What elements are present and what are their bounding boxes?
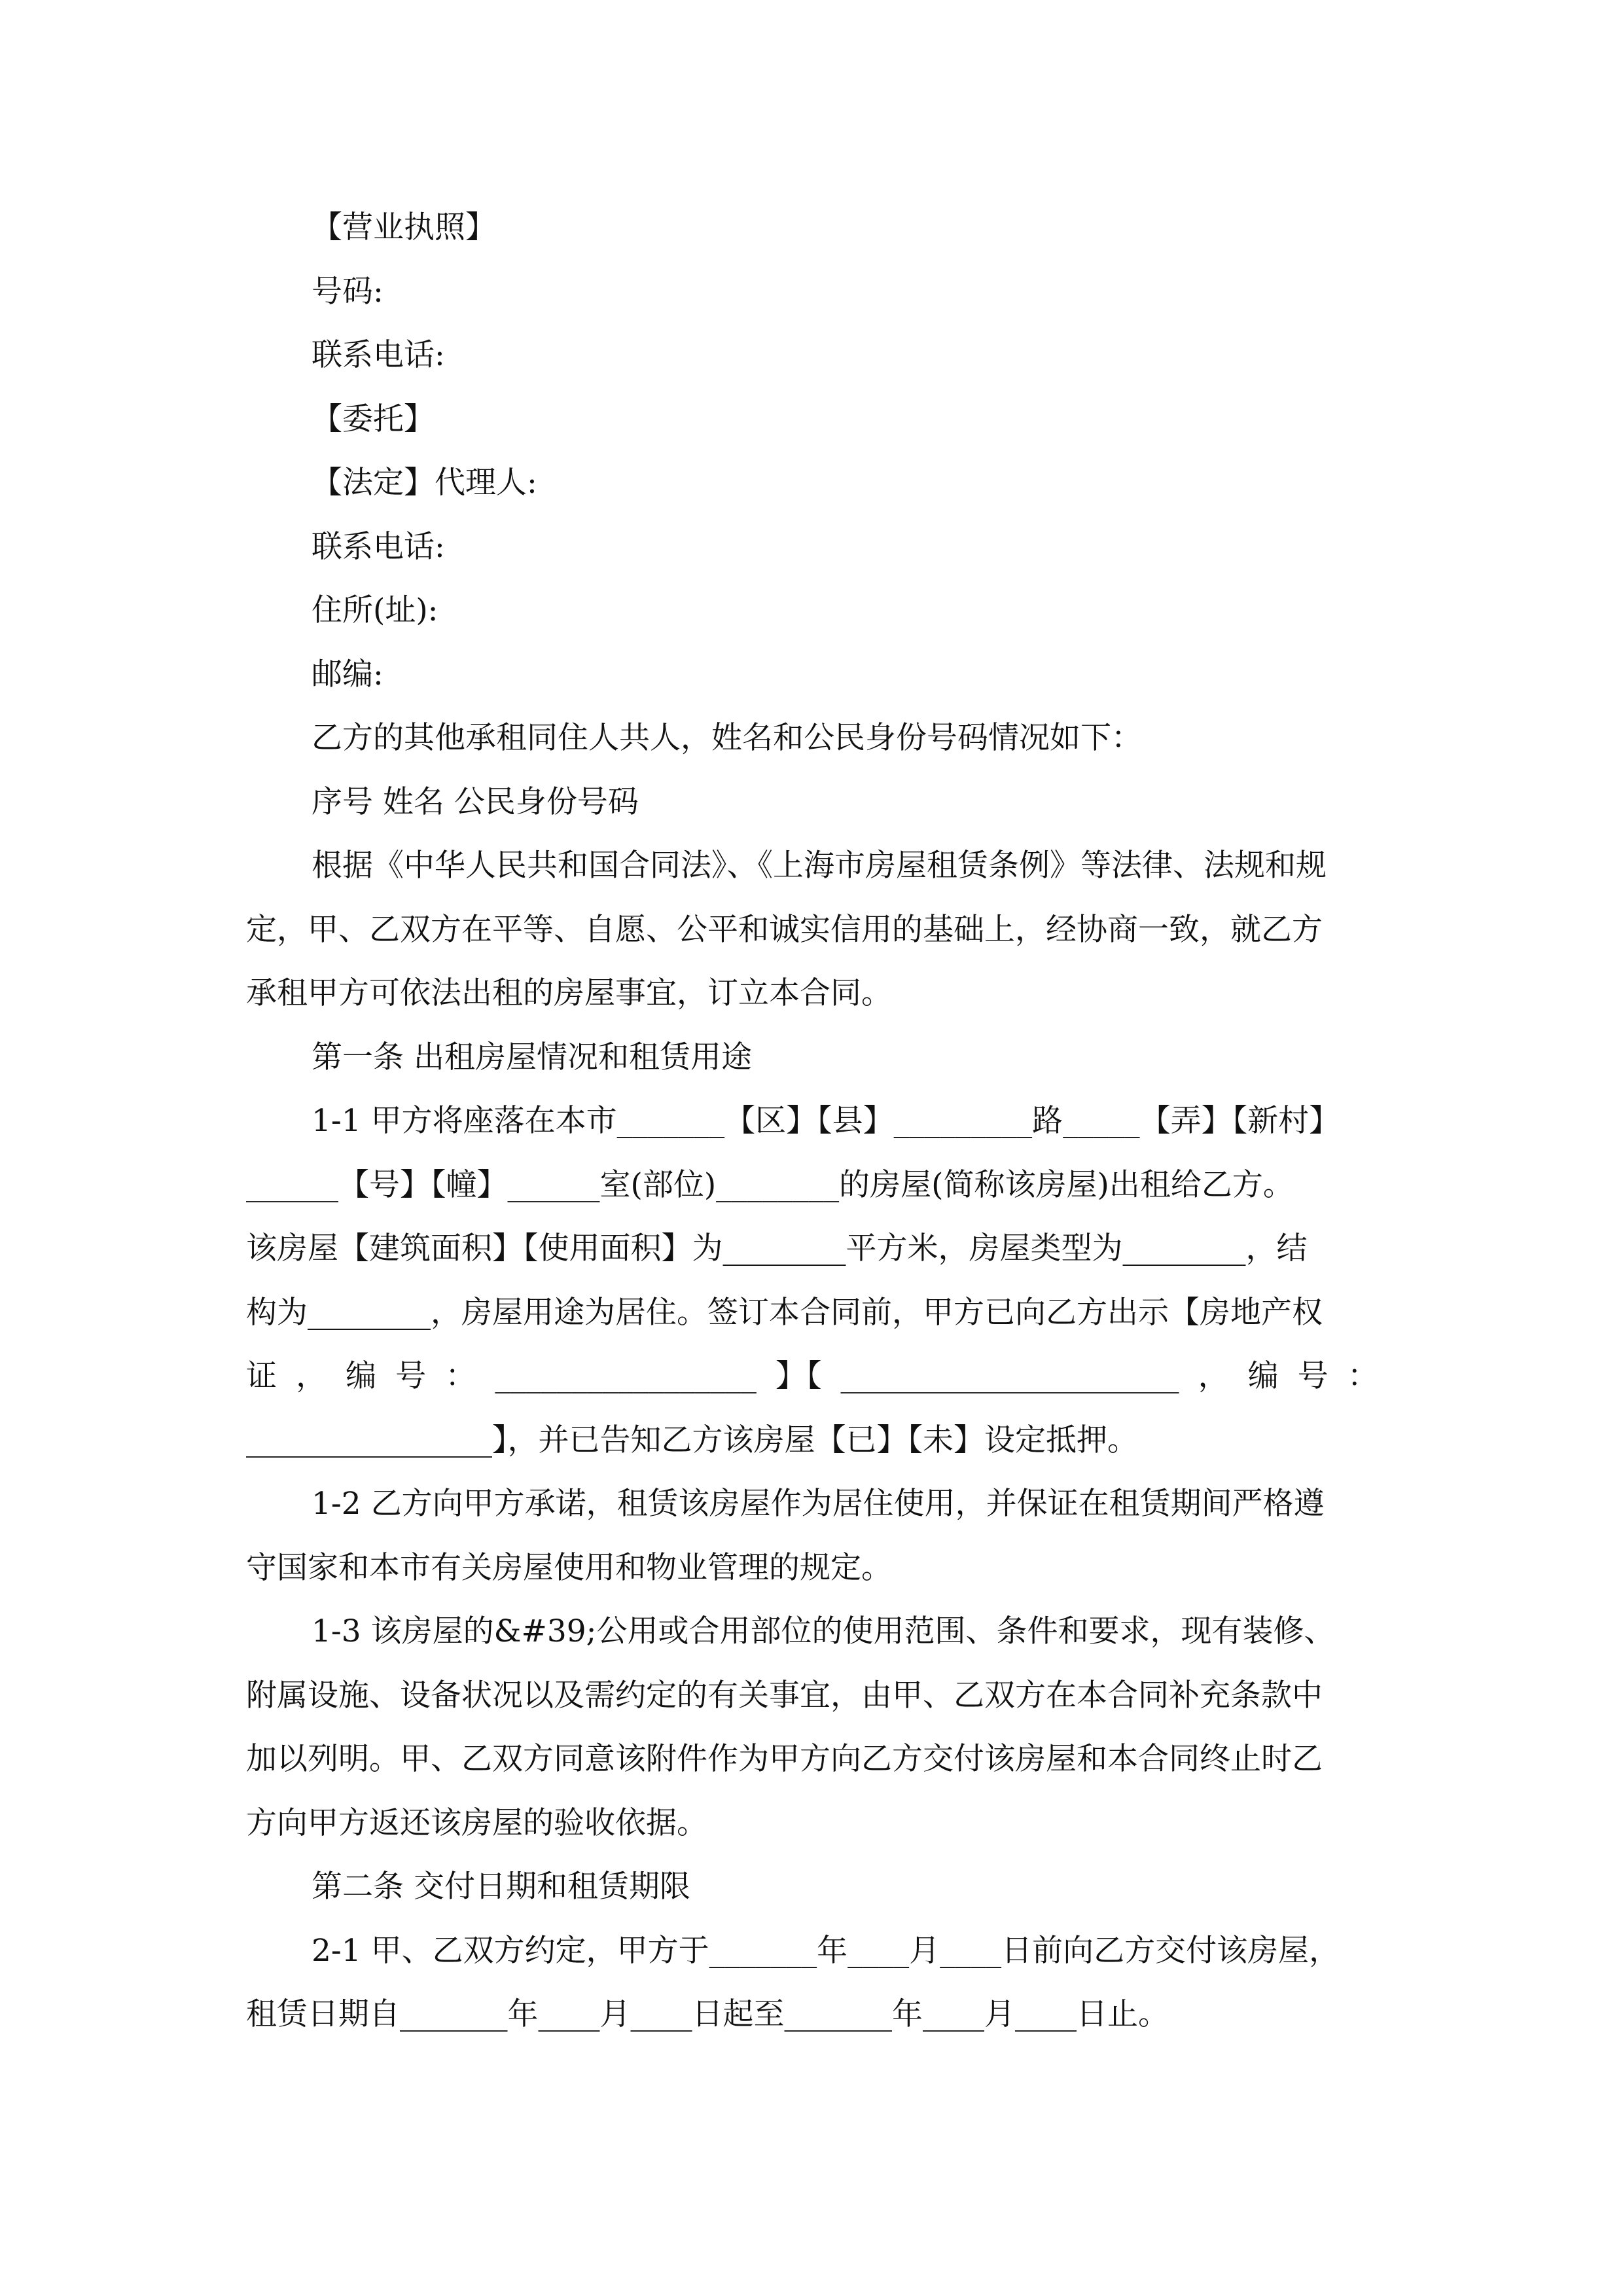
spaced-part: 编: [346, 1358, 377, 1394]
spaced-part: 号: [395, 1358, 427, 1394]
doc-line: 1-3 该房屋的&#39;公用或合用部位的使用范围、条件和要求，现有装修、: [312, 1613, 1335, 1649]
doc-line: 定，甲、乙双方在平等、自愿、公平和诚实信用的基础上，经协商一致，就乙方: [246, 912, 1323, 948]
doc-line: 1-1 甲方将座落在本市_______【区】【县】_________路_____【弄】【新村】: [312, 1103, 1340, 1139]
doc-line: 【法定】代理人:: [312, 465, 537, 501]
spaced-part: 】【: [775, 1358, 822, 1394]
section-heading: 第二条 交付日期和租赁期限: [312, 1869, 690, 1905]
doc-line: 根据《中华人民共和国合同法》、《上海市房屋租赁条例》等法律、法规和规: [312, 848, 1327, 884]
spaced-part: 号: [1297, 1358, 1329, 1394]
spaced-part: ：: [445, 1358, 476, 1394]
doc-line-spaced: [246, 1357, 1378, 1396]
doc-line: 租赁日期自_______年____月____日起至_______年____月____日止。: [246, 1996, 1169, 2032]
spaced-part: 证: [246, 1358, 277, 1394]
doc-line: 联系电话:: [312, 337, 445, 373]
doc-line: 【委托】: [312, 401, 435, 437]
doc-line: 【营业执照】: [312, 209, 496, 245]
doc-line: 承租甲方可依法出租的房屋事宜，订立本合同。: [246, 975, 892, 1011]
doc-line: 构为________，房屋用途为居住。签订本合同前，甲方已向乙方出示【房地产权: [246, 1295, 1323, 1331]
doc-line: ______【号】【幢】______室(部位)________的房屋(简称该房屋)出租给乙方。: [246, 1167, 1294, 1203]
doc-line: 序号 姓名 公民身份号码: [312, 784, 639, 820]
spaced-part: ，: [1198, 1358, 1229, 1394]
doc-line: 该房屋【建筑面积】【使用面积】为________平方米，房屋类型为________，结: [246, 1230, 1308, 1266]
spaced-part: ，: [296, 1358, 327, 1394]
doc-line: 守国家和本市有关房屋使用和物业管理的规定。: [246, 1550, 892, 1586]
spaced-part: ：: [1347, 1358, 1378, 1394]
section-heading: 第一条 出租房屋情况和租赁用途: [312, 1039, 752, 1075]
doc-line: 号码:: [312, 274, 383, 310]
doc-line: 邮编:: [312, 656, 383, 692]
doc-line: 2-1 甲、乙双方约定，甲方于_______年____月____日前向乙方交付该房屋，: [312, 1933, 1340, 1969]
doc-line: 联系电话:: [312, 529, 445, 565]
doc-line: 1-2 乙方向甲方承诺，租赁该房屋作为居住使用，并保证在租赁期间严格遵: [312, 1486, 1325, 1522]
spaced-part: 编: [1247, 1358, 1279, 1394]
doc-line: 乙方的其他承租同住人共人，姓名和公民身份号码情况如下：: [312, 720, 1142, 756]
doc-line: 住所(址):: [312, 592, 438, 628]
doc-line: ________________】，并已告知乙方该房屋【已】【未】设定抵押。: [246, 1422, 1138, 1458]
spaced-part: ______________________: [840, 1358, 1179, 1394]
doc-line: 附属设施、设备状况以及需约定的有关事宜，由甲、乙双方在本合同补充条款中: [246, 1677, 1323, 1713]
spaced-part: _________________: [495, 1358, 757, 1394]
doc-line: 加以列明。甲、乙双方同意该附件作为甲方向乙方交付该房屋和本合同终止时乙: [246, 1741, 1323, 1777]
doc-line: 方向甲方返还该房屋的验收依据。: [246, 1805, 707, 1841]
